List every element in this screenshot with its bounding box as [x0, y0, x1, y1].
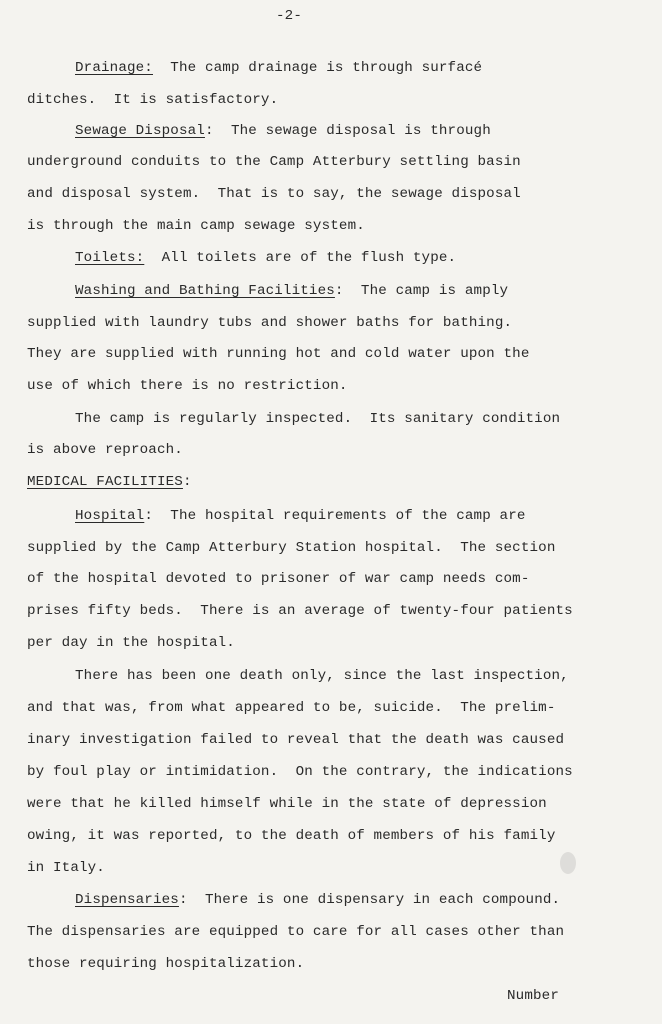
dispensaries-heading: Dispensaries: [75, 892, 179, 908]
text-line: ditches. It is satisfactory.: [27, 92, 279, 108]
text-line: and that was, from what appeared to be, suicide. The prelim-: [27, 700, 556, 716]
page-number: -2-: [276, 8, 302, 24]
line-text: All toilets are of the flush type.: [144, 250, 457, 266]
text-line: those requiring hospitalization.: [27, 956, 305, 972]
washing-paragraph-line-1: [75, 281, 508, 301]
text-line: by foul play or intimidation. On the contrary, the indications: [27, 764, 573, 780]
text-line: owing, it was reported, to the death of members of his family: [27, 828, 556, 844]
text-line: were that he killed himself while in the state of depression: [27, 796, 547, 812]
text-line: underground conduits to the Camp Atterbury settling basin: [27, 154, 521, 170]
text-line: of the hospital devoted to prisoner of war camp needs com-: [27, 571, 530, 587]
text-line: in Italy.: [27, 860, 105, 876]
line-text: : The hospital requirements of the camp are: [144, 508, 526, 524]
text-line: per day in the hospital.: [27, 635, 235, 651]
washing-bathing-heading: Washing and Bathing Facilities: [75, 283, 335, 299]
dispensaries-paragraph-line-1: [75, 890, 560, 910]
toilets-heading: Toilets:: [75, 250, 145, 266]
medical-facilities-heading: MEDICAL FACILITIES: [27, 474, 183, 490]
text-line: inary investigation failed to reveal that the death was caused: [27, 732, 565, 748]
toilets-paragraph-line-1: [75, 248, 456, 268]
paper-blemish: [560, 852, 576, 874]
sewage-paragraph-line-1: [75, 121, 491, 141]
line-text: : The camp is amply: [334, 283, 509, 299]
text-line: prises fifty beds. There is an average of twenty-four patients: [27, 603, 573, 619]
text-line: is above reproach.: [27, 442, 183, 458]
line-text: :: [182, 474, 192, 490]
sewage-disposal-heading: Sewage Disposal: [75, 123, 205, 139]
drainage-paragraph-line-1: [75, 58, 482, 78]
medical-facilities-heading-line: [27, 472, 192, 492]
text-line: supplied with laundry tubs and shower baths for bathing.: [27, 315, 513, 331]
line-text: : The sewage disposal is through: [204, 123, 491, 139]
hospital-heading: Hospital: [75, 508, 145, 524]
text-line: The dispensaries are equipped to care for all cases other than: [27, 924, 565, 940]
text-line: and disposal system. That is to say, the sewage disposal: [27, 186, 521, 202]
text-line: They are supplied with running hot and cold water upon the: [27, 346, 530, 362]
text-line: supplied by the Camp Atterbury Station hospital. The section: [27, 540, 556, 556]
text-line: use of which there is no restriction.: [27, 378, 348, 394]
hospital-paragraph-line-1: [75, 506, 526, 526]
line-text: : There is one dispensary in each compound.: [178, 892, 561, 908]
catchword: Number: [507, 988, 559, 1004]
text-line: is through the main camp sewage system.: [27, 218, 365, 234]
line-text: The camp drainage is through surfacé: [152, 60, 483, 76]
text-line: The camp is regularly inspected. Its sanitary condition: [75, 411, 561, 427]
drainage-heading: Drainage:: [75, 60, 153, 76]
text-line: There has been one death only, since the last inspection,: [75, 668, 569, 684]
